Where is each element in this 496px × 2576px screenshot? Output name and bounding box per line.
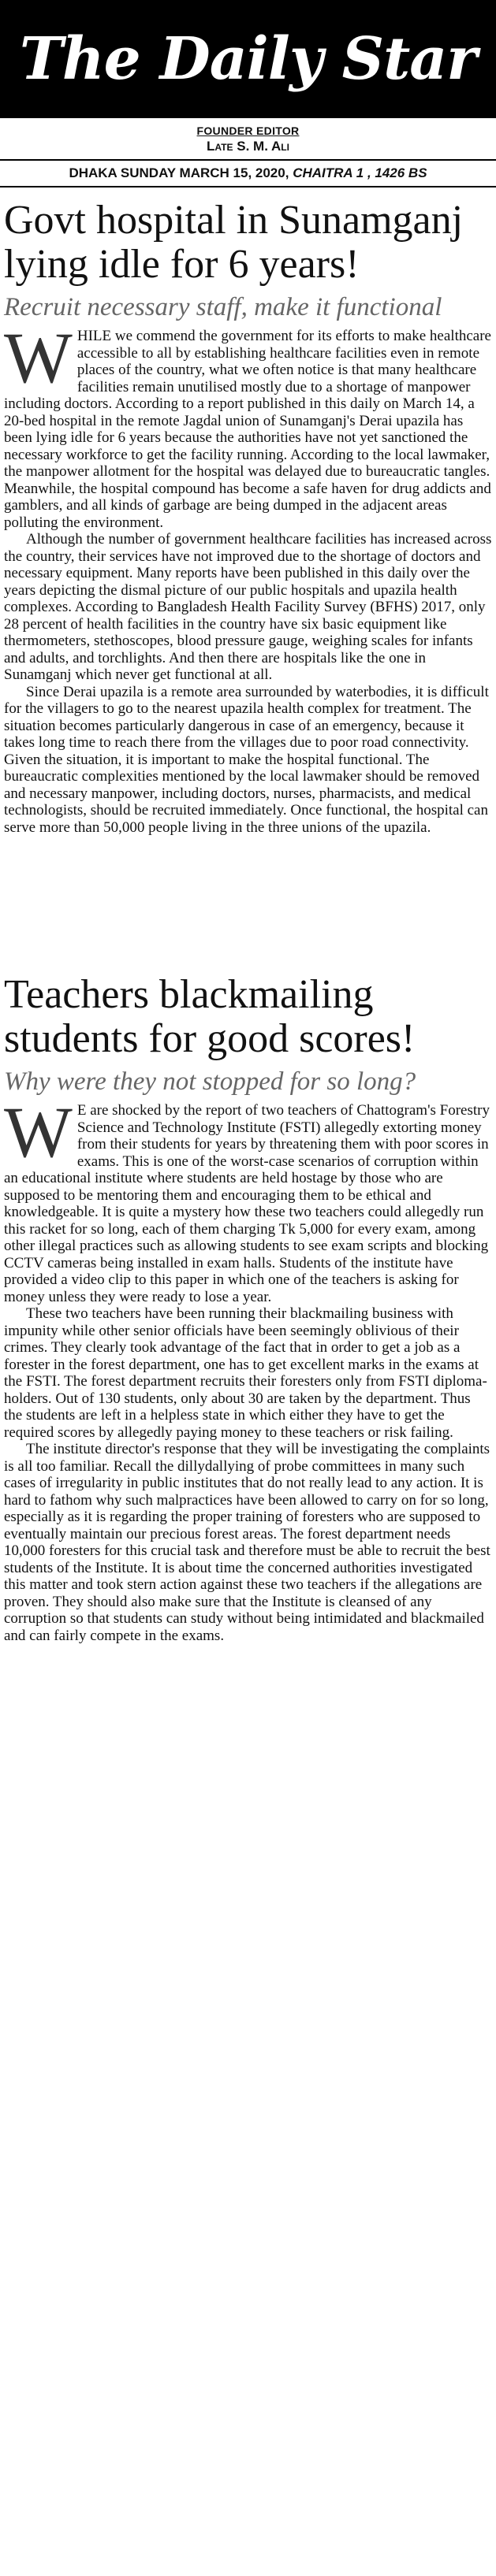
editorial-teachers [0,973,496,1644]
founder-block [0,124,496,154]
section-gap [0,836,496,962]
paragraph-text: HILE we commend the government for its efforts to make healthcare accessible to all by establishing healthcare facilities even in remote places of the country, what we often notice is that many healthcare facilities remain unutilised mostly due to a shortage of manpower including doctors. According to a report published in this daily on March 14, a 20-bed hospital in the remote Jagdal union of Sunamganj's Derai upazila has been lying idle for 6 years because the authorities have not yet sanctioned the necessary workforce to get the facility running. According to the local lawmaker, the manpower allotment for the hospital was delayed due to bureaucratic tangles. Meanwhile, the hospital compound has become a safe haven for drug addicts and gamblers, and all kinds of garbage are being dumped in the adjacent areas polluting the environment. [4,328,491,531]
dateline-main: DHAKA SUNDAY MARCH 15, 2020, [69,165,289,180]
masthead-title: The Daily Star [19,25,477,93]
paragraph: Since Derai upazila is a remote area surrounded by waterbodies, it is difficult for the villagers to go to the nearest upazila health complex for treatment. The situation becomes particularly dangerous in case of an emergency, because it takes long time to reach there from the villages due to poor road connectivity. Given the situation, it is important to make the hospital functional. The bureaucratic complexities mentioned by the local lawmaker should be removed and necessary manpower, including doctors, nurses, pharmacists, and medical technologists, should be recruited immediately. Once functional, the hospital can serve more than 50,000 people living in the three unions of the upazila. [4,683,489,836]
headline: Teachers blackmailing students for good scores! [4,972,416,1061]
masthead [0,0,496,118]
paragraph [4,1092,492,1305]
article-body [4,1092,492,1644]
subheadline: Recruit necessary staff, make it functional [4,293,442,321]
editorial-hospital [0,199,496,836]
article-body [4,317,492,836]
drop-cap: W [4,317,73,398]
founder-name: Late S. M. Ali [207,139,289,154]
paragraph-text: E are shocked by the report of two teachers of Chattogram's Forestry Science and Technology Institute (FSTI) allegedly extorting money from their students for years by threatening them with poor scores in exams. This is one of the worst-case scenarios of corruption within an educational institute where students are held hostage by those who are supposed to be mentoring them and encouraging them to be ethical and knowledgeable. It is quite a mystery how these two teachers could allegedly run this racket for so long, each of them charging Tk 5,000 for every exam, among other illegal practices such as allowing students to see exam scripts and blocking CCTV cameras being installed in exam halls. Students of the institute have provided a video clip to this paper in which one of the teachers is asking for money unless they were ready to lose a year. [4,1102,490,1305]
dateline [0,159,496,187]
founder-label: FOUNDER EDITOR [196,124,300,137]
paragraph: The institute director's response that they will be investigating the complaints is all too familiar. Recall the dillydallying of probe committees in many such cases of irregularity in public institutes that do not really lead to any action. It is hard to fathom why such malpractices have been allowed to carry on for so long, especially as it is regarding the proper training of foresters who are supposed to eventually maintain our precious forest areas. The forest department needs 10,000 foresters for this crucial task and therefore must be able to recruit the best students of the Institute. It is about time the concerned authorities investigated this matter and took stern action against these two teachers if the allegations are proven. They should also make sure that the Institute is cleansed of any corruption so that students can study without being intimidated and blackmailed and can fairly compete in the exams. [4,1441,490,1644]
drop-cap: W [4,1092,73,1172]
paragraph: These two teachers have been running their blackmailing business with impunity while other senior officials have been seemingly oblivious of their crimes. They clearly took advantage of the fact that in order to get a job as a forester in the forest department, one has to get excellent marks in the exams at the FSTI. The forest department recruits their foresters only from FSTI diploma-holders. Out of 130 students, only about 30 are taken by the department. Thus the students are left in a helpless state in which either they have to get the required scores by allegedly paying money to these teachers or risk failing. [4,1305,487,1441]
dateline-bengali: CHAITRA 1 , 1426 BS [293,165,427,180]
paragraph: Although the number of government healthcare facilities has increased across the country, their services have not improved due to the shortage of doctors and necessary equipment. Many reports have been published in this daily over the years depicting the dismal picture of our public hospitals and upazila health complexes. According to Bangladesh Health Facility Survey (BFHS) 2017, only 28 percent of health facilities in the country have six basic equipment like thermometers, stethoscopes, blood pressure gauge, weighing scales for infants and adults, and torchlights. And then there are hospitals like the one in Sunamganj which never get functional at all. [4,531,492,683]
paragraph [4,317,492,531]
headline: Govt hospital in Sunamganj lying idle for 6 years! [4,198,464,287]
subheadline: Why were they not stopped for so long? [4,1067,416,1096]
